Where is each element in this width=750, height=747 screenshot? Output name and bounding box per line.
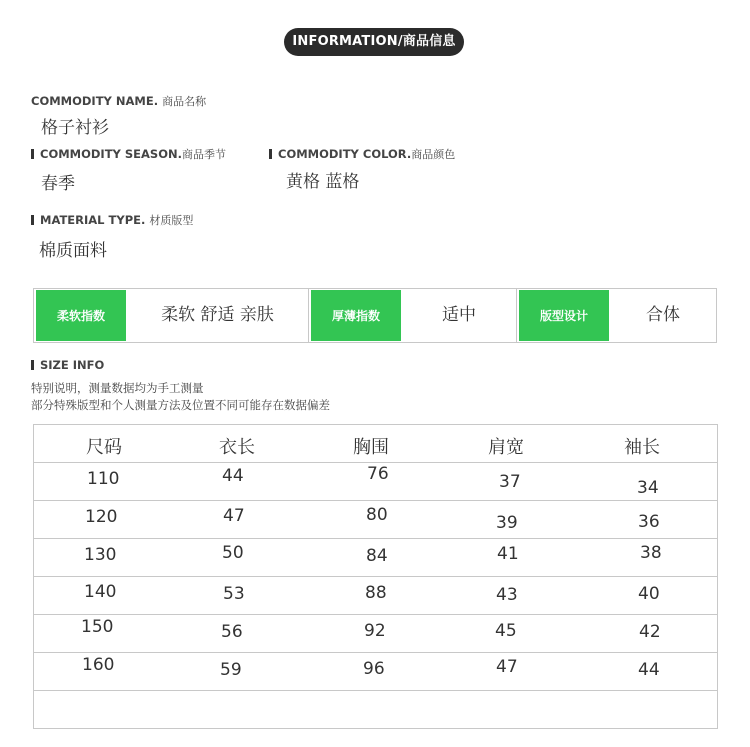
material-type-label bbox=[31, 212, 193, 228]
size-note-1: 特别说明，测量数据均为手工测量 bbox=[31, 381, 204, 395]
bullet-bar bbox=[31, 360, 34, 370]
commodity-color-label bbox=[269, 146, 455, 162]
commodity-color-value: 黄格 蓝格 bbox=[286, 172, 360, 192]
table-cell: 160 bbox=[82, 655, 115, 675]
table-divider bbox=[34, 614, 717, 615]
attribute-value-thickness: 适中 bbox=[402, 289, 517, 342]
bullet-bar bbox=[31, 149, 34, 159]
section-title-pill: INFORMATION/商品信息 bbox=[284, 28, 464, 56]
table-cell: 42 bbox=[639, 622, 661, 642]
commodity-name-label-en: COMMODITY NAME. bbox=[31, 94, 159, 108]
table-divider bbox=[34, 690, 717, 691]
table-header-size: 尺码 bbox=[86, 437, 122, 458]
bullet-bar bbox=[269, 149, 272, 159]
table-cell: 56 bbox=[221, 622, 243, 642]
table-cell: 88 bbox=[365, 583, 387, 603]
table-cell: 140 bbox=[84, 582, 117, 602]
size-info-heading bbox=[31, 358, 104, 372]
table-divider bbox=[34, 462, 717, 463]
table-cell: 43 bbox=[496, 585, 518, 605]
table-divider bbox=[34, 576, 717, 577]
table-cell: 84 bbox=[366, 546, 388, 566]
table-cell: 110 bbox=[87, 469, 120, 489]
size-note-2: 部分特殊版型和个人测量方法及位置不同可能存在数据偏差 bbox=[31, 398, 330, 412]
table-cell: 96 bbox=[363, 659, 385, 679]
table-cell: 34 bbox=[637, 478, 659, 498]
commodity-season-value: 春季 bbox=[41, 174, 75, 194]
commodity-season-label-cn: 商品季节 bbox=[181, 148, 226, 161]
size-table bbox=[33, 424, 718, 729]
table-cell: 50 bbox=[222, 543, 244, 563]
table-cell: 36 bbox=[638, 512, 660, 532]
table-cell: 41 bbox=[497, 544, 519, 564]
size-info-title: SIZE INFO bbox=[40, 358, 105, 372]
table-cell: 150 bbox=[81, 617, 114, 637]
attribute-strip bbox=[33, 288, 717, 343]
attribute-value-fit: 合体 bbox=[646, 305, 680, 325]
commodity-name-value: 格子衬衫 bbox=[41, 118, 109, 138]
table-cell: 37 bbox=[499, 472, 521, 492]
table-cell: 44 bbox=[638, 660, 660, 680]
table-cell: 40 bbox=[638, 584, 660, 604]
table-cell: 120 bbox=[85, 507, 118, 527]
table-cell: 53 bbox=[223, 584, 245, 604]
commodity-color-label-en: COMMODITY COLOR. bbox=[278, 147, 412, 161]
table-cell: 47 bbox=[496, 657, 518, 677]
attribute-tag-fit: 版型设计 bbox=[518, 289, 610, 342]
table-cell: 44 bbox=[222, 466, 244, 486]
table-cell: 92 bbox=[364, 621, 386, 641]
material-type-label-en: MATERIAL TYPE. bbox=[40, 213, 146, 227]
table-header-sleeve: 袖长 bbox=[624, 437, 660, 458]
table-divider bbox=[34, 538, 717, 539]
table-header-chest: 胸围 bbox=[353, 437, 389, 458]
table-divider bbox=[34, 500, 717, 501]
table-cell: 39 bbox=[496, 513, 518, 533]
table-cell: 45 bbox=[495, 621, 517, 641]
table-header-shoulder: 肩宽 bbox=[488, 437, 524, 458]
table-cell: 130 bbox=[84, 545, 117, 565]
material-type-label-cn: 材质版型 bbox=[149, 214, 194, 227]
table-cell: 59 bbox=[220, 660, 242, 680]
table-cell: 76 bbox=[367, 464, 389, 484]
material-type-value: 棉质面料 bbox=[39, 241, 107, 261]
commodity-color-label-cn: 商品颜色 bbox=[411, 148, 456, 161]
attribute-value-softness: 柔软 舒适 亲肤 bbox=[127, 289, 309, 342]
table-header-length: 衣长 bbox=[219, 437, 255, 458]
table-divider bbox=[34, 652, 717, 653]
table-cell: 38 bbox=[640, 543, 662, 563]
bullet-bar bbox=[31, 215, 34, 225]
commodity-season-label bbox=[31, 146, 226, 162]
attribute-tag-thickness: 厚薄指数 bbox=[310, 289, 402, 342]
commodity-name-label-cn: 商品名称 bbox=[162, 95, 207, 108]
table-cell: 47 bbox=[223, 506, 245, 526]
commodity-season-label-en: COMMODITY SEASON. bbox=[40, 147, 182, 161]
commodity-name-label bbox=[31, 93, 206, 109]
attribute-tag-softness: 柔软指数 bbox=[35, 289, 127, 342]
table-cell: 80 bbox=[366, 505, 388, 525]
